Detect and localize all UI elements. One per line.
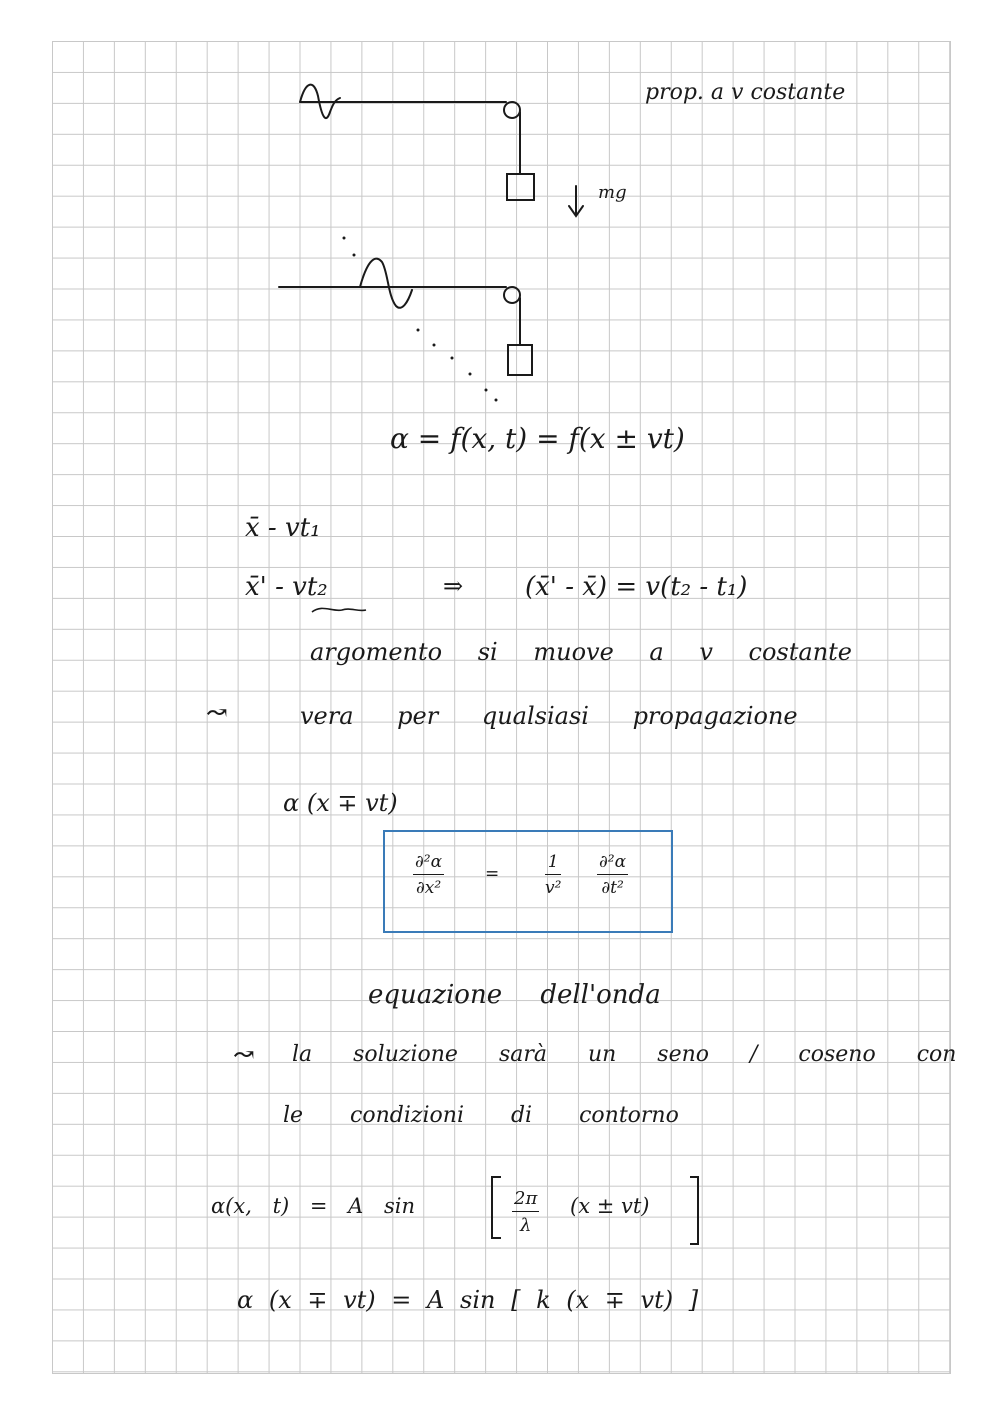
mass-top — [507, 174, 534, 200]
header-note: prop. a v costante — [645, 80, 846, 105]
position-line-2: x̄' - vt₂ — [245, 572, 328, 602]
solution-1-right: (x ± vt) — [570, 1194, 650, 1218]
lhs-fraction: $\frac{\text{∂²α}}{\text{∂x²}}$ — [415, 852, 443, 898]
mg-label: mg — [598, 182, 627, 203]
pulse-bottom — [360, 259, 412, 308]
propagation-dotted-line — [343, 237, 498, 402]
gravity-arrow — [569, 186, 583, 216]
position-line-1: x̄ - vt₁ — [245, 513, 321, 543]
pulley-top — [504, 102, 520, 118]
implies-symbol: ⇒ — [443, 572, 464, 600]
solution-1-fraction: $\frac{2\pi}{\lambda}$ — [514, 1188, 538, 1236]
sentence-solution: la soluzione sarà un seno / coseno con — [292, 1042, 957, 1067]
wave-function-equation: α = f(x, t) = f(x ± vt) — [390, 422, 685, 455]
mass-bottom — [508, 345, 532, 375]
displacement-equation: (x̄' - x̄) = v(t₂ - t₁) — [525, 572, 748, 602]
pulley-system-bottom — [279, 259, 532, 375]
solution-2: α (x ∓ vt) = A sin [ k (x ∓ vt) ] — [237, 1286, 699, 1314]
rhs-fraction: $\frac{\text{∂²α}}{\text{∂t²}}$ — [599, 852, 627, 898]
section-title: equazione dell'onda — [368, 980, 661, 1010]
sentence-argument-moves: argomento si muove a v costante — [310, 638, 852, 666]
equals-sign: = — [485, 864, 500, 884]
bracket-right-1 — [690, 1177, 698, 1244]
solution-1-left: α(x, t) = A sin — [211, 1194, 416, 1218]
pulley-system-top — [300, 85, 583, 216]
underline-squiggle — [312, 608, 366, 612]
bracket-left-1 — [492, 1177, 501, 1238]
arrow-1: ↝ — [206, 698, 228, 728]
arrow-2: ↝ — [233, 1040, 255, 1070]
wave-equation-box — [383, 830, 673, 933]
pulley-bottom — [504, 287, 520, 303]
sentence-any-propagation: vera per qualsiasi propagazione — [300, 702, 798, 730]
wave-form: α (x ∓ vt) — [283, 789, 398, 817]
sentence-boundary: le condizioni di contorno — [283, 1103, 679, 1128]
coefficient-fraction: $\frac{1}{\text{v²}}$ — [545, 852, 562, 898]
